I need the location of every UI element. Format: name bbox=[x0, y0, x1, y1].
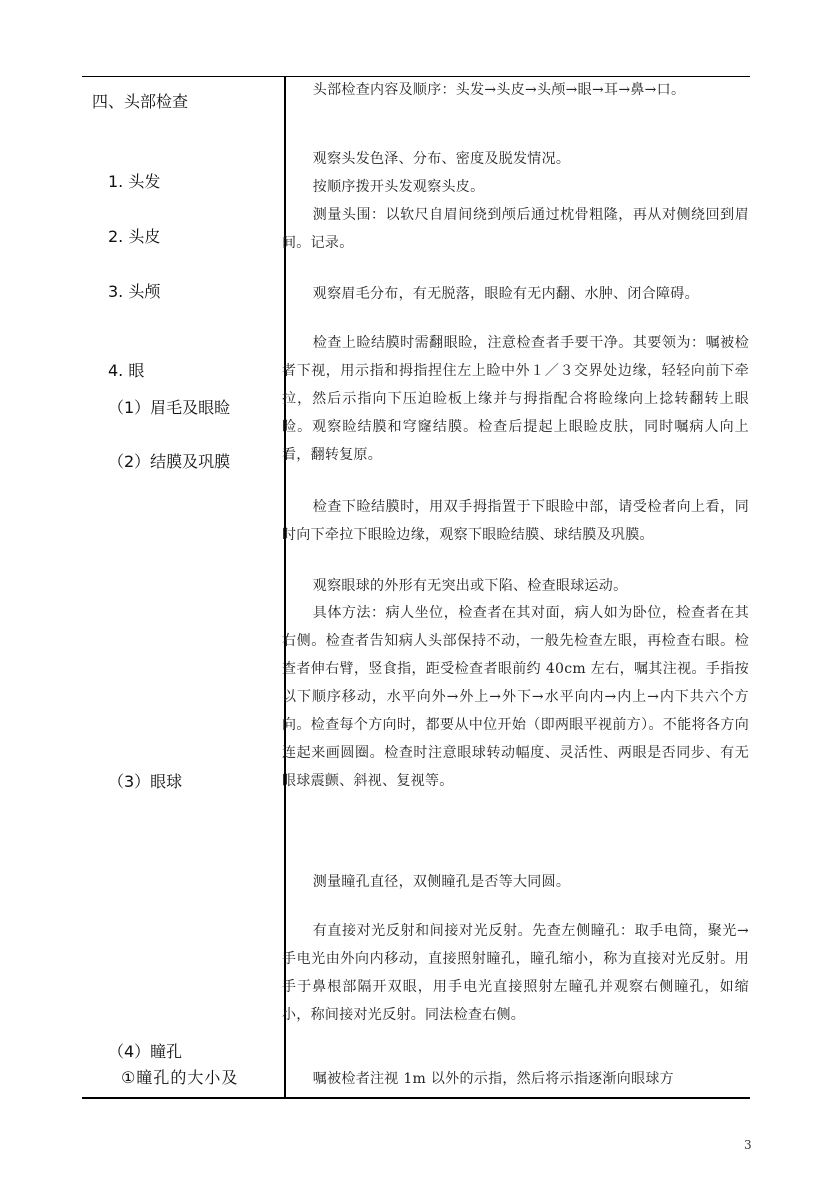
section-title: 四、头部检查 bbox=[92, 92, 189, 111]
para-accommodation: 嘱被检者注视 1m 以外的示指，然后将示指逐渐向眼球方 bbox=[312, 1071, 674, 1087]
para-lower-conjunctiva: 检查下睑结膜时，用双手拇指置于下眼睑中部，请受检者向上看，同时向下牵拉下眼睑边缘，观察下眼睑结膜、球结膜及巩膜。 bbox=[282, 499, 749, 543]
sub-eyebrow-eyelid: （1）眉毛及眼睑 bbox=[108, 398, 231, 417]
page-number: 3 bbox=[744, 1138, 752, 1152]
para-eyebrow-eyelid: 观察眉毛分布，有无脱落，眼睑有无内翻、水肿、闭合障碍。 bbox=[312, 286, 699, 302]
sub-eyeball: （3）眼球 bbox=[108, 772, 183, 791]
para-eyeball: 观察眼球的外形有无突出或下陷、检查眼球运动。 bbox=[312, 578, 628, 594]
sub-pupil-size: ①瞳孔的大小及 bbox=[121, 1068, 239, 1087]
item-skull: 3. 头颅 bbox=[108, 282, 161, 301]
para-hair: 观察头发色泽、分布、密度及脱发情况。 bbox=[312, 151, 571, 167]
sub-pupil: （4）瞳孔 bbox=[108, 1042, 183, 1061]
table-bottom-rule bbox=[82, 1097, 750, 1099]
item-hair: 1. 头发 bbox=[108, 172, 161, 191]
para-scalp: 按顺序拨开头发观察头皮。 bbox=[312, 179, 485, 195]
para-exam-order: 头部检查内容及顺序：头发→头皮→头颅→眼→耳→鼻→口。 bbox=[312, 82, 686, 98]
para-pupil-size: 测量瞳孔直径，双侧瞳孔是否等大同圆。 bbox=[312, 874, 571, 890]
para-upper-conjunctiva: 检查上睑结膜时需翻眼睑，注意检查者手要干净。其要领为：嘱被检者下视，用示指和拇指捏住左上睑中外１／３交界处边缘，轻轻向前下牵拉，然后示指向下压迫睑板上缘并与拇指配合将睑缘向上捻转翻转上眼睑。观察睑结膜和穹窿结膜。检查后提起上眼睑皮肤，同时嘱病人向上看，翻转复原。 bbox=[282, 335, 749, 463]
para-skull: 测量头围：以软尺自眉间绕到颅后通过枕骨粗隆，再从对侧绕回到眉间。记录。 bbox=[282, 207, 749, 251]
sub-conjunctiva-sclera: （2）结膜及巩膜 bbox=[108, 452, 231, 471]
item-eye: 4. 眼 bbox=[108, 361, 145, 380]
para-light-reflex: 有直接对光反射和间接对光反射。先查左侧瞳孔：取手电筒，聚光→手电光由外向内移动，直接照射瞳孔，瞳孔缩小，称为直接对光反射。用手于鼻根部隔开双眼，用手电光直接照射左瞳孔并观察右侧瞳孔，如缩小，称间接对光反射。同法检查右侧。 bbox=[282, 923, 749, 1023]
para-eye-movement-method: 具体方法：病人坐位，检查者在其对面，病人如为卧位，检查者在其右侧。检查者告知病人头部保持不动，一般先检查左眼，再检查右眼。检查者伸右臂，竖食指，距受检查者眼前约 40cm 左右，嘱其注视。手指按以下顺序移动，水平向外→外上→外下→水平向内→内上→内下共六个方向。检查每个方向时，都要从中位开始（即两眼平视前方）。不能将各方向连起来画圆圈。检查时注意眼球转动幅度、灵活性、两眼是否同步、有无眼球震颤、斜视、复视等。 bbox=[282, 605, 749, 789]
item-scalp: 2. 头皮 bbox=[108, 227, 161, 246]
